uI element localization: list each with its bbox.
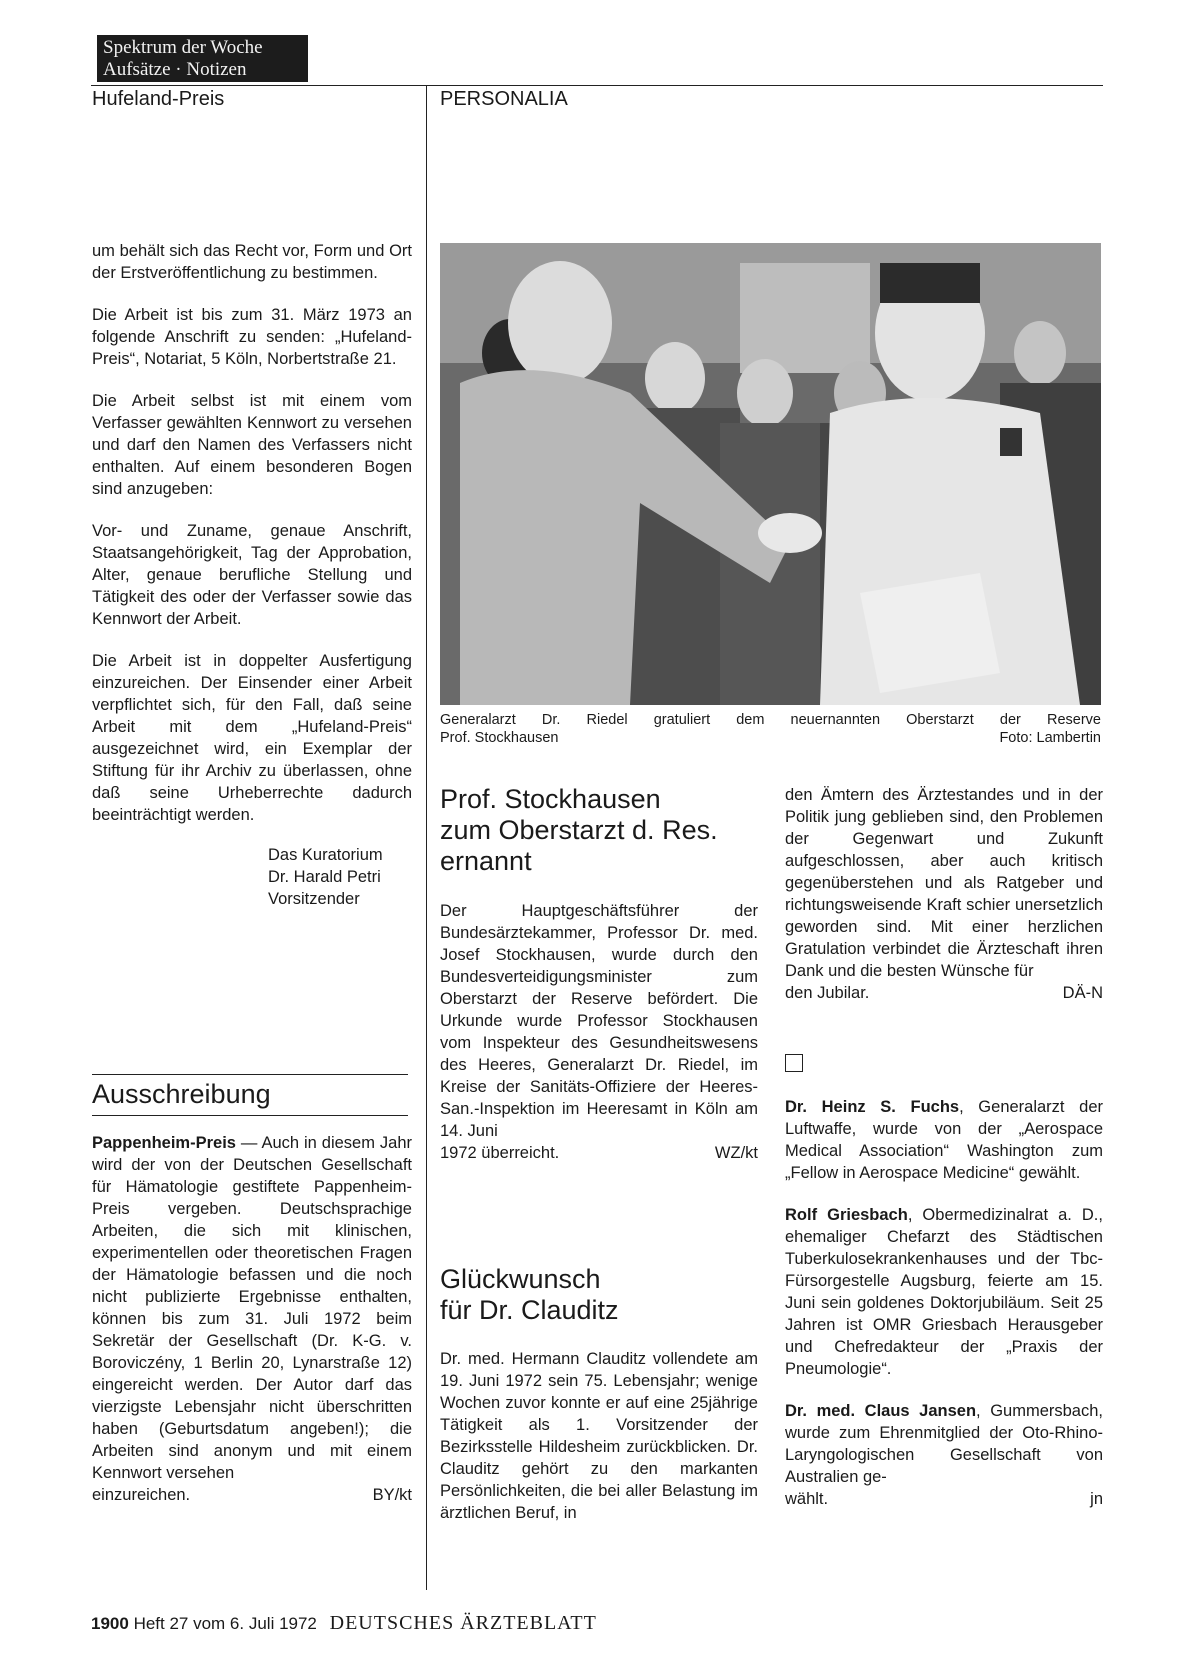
bold-name: Rolf Griesbach — [785, 1206, 908, 1224]
left-section-label: Hufeland-Preis — [92, 88, 225, 110]
paragraph-end: wählt. — [785, 1490, 829, 1508]
top-rule — [91, 85, 1103, 86]
caption-line1: Generalarzt Dr. Riedel gratuliert dem neuernannten Oberstarzt der Reserve — [440, 712, 1101, 728]
paragraph — [785, 1400, 1103, 1488]
paragraph: um behält sich das Recht vor, Form und Ort der Erstveröffentlichung zu bestimmen. — [92, 242, 412, 282]
right-column-lower — [785, 1096, 1103, 1510]
section-header-line2: Aufsätze · Notizen — [103, 59, 247, 80]
paragraph: Die Arbeit ist in doppelter Ausfertigung einzureichen. Der Einsender einer Arbeit verpflichtet sich, für den Fall, daß seine Arbeit mit dem „Hufeland-Preis“ ausgezeichnet wird, ein Exemplar der Stiftung für ihr Archiv zu überlassen, ohne daß seine Urheberrechte dadurch beeinträchtigt werden. — [92, 652, 412, 824]
right-column — [785, 784, 1103, 1004]
bold-name: Dr. med. Claus Jansen — [785, 1402, 977, 1420]
publication-name: DEUTSCHES ÄRZTEBLATT — [329, 1612, 597, 1634]
photo — [440, 243, 1101, 705]
bold-lead: Pappenheim-Preis — [92, 1134, 236, 1152]
photo-caption — [440, 711, 1101, 747]
page-footer — [91, 1612, 597, 1635]
section-header-line1: Spektrum der Woche — [103, 37, 263, 58]
paragraph-end-row — [92, 1484, 412, 1506]
photo-credit: Foto: Lambertin — [999, 730, 1101, 746]
paragraph-text: , Gummersbach, wurde zum Ehrenmitglied der Oto-Rhino-Laryngologischen Gesellschaft von Australien ge- — [785, 1402, 1103, 1486]
paragraph: Der Hauptgeschäftsführer der Bundesärztekammer, Professor Dr. med. Josef Stockhausen, wurde durch den Bundesverteidigungsminister zum Oberstarzt der Reserve befördert. Die Urkunde wurde Professor Stockhausen vom Inspekteur des Gesundheitswesens des Heeres, Generalarzt Dr. Riedel, im Kreise der Sanitäts-Offiziere der Heeres-San.-Inspektion im Heeresamt in Köln am 14. Juni — [440, 902, 758, 1140]
bold-name: Dr. Heinz S. Fuchs — [785, 1098, 960, 1116]
ausschreibung-text — [92, 1132, 412, 1506]
left-column — [92, 240, 412, 910]
author-sign: jn — [1090, 1490, 1103, 1508]
section-header-box — [97, 35, 308, 82]
paragraph: Die Arbeit ist bis zum 31. März 1973 an folgende Anschrift zu senden: „Hufeland-Preis“, Notariat, 5 Köln, Norbertstraße 21. — [92, 306, 412, 368]
photo-illustration — [440, 243, 1101, 705]
issue-info: Heft 27 vom 6. Juli 1972 — [133, 1614, 317, 1633]
paragraph — [92, 1132, 412, 1484]
signature-line: Vorsitzender — [268, 890, 360, 908]
caption-line2: Prof. Stockhausen — [440, 730, 559, 746]
caption-row2 — [440, 729, 1101, 747]
paragraph-text: , Obermedizinalrat a. D., ehemaliger Chefarzt des Städtischen Tuberkulosekrankenhauses und der Tbc-Fürsorgestelle Augsburg, feierte am 15. Juni sein goldenes Doktorjubiläum. Seit 25 Jahren ist OMR Griesbach Herausgeber und Chefredakteur der „Praxis der Pneumologie“. — [785, 1206, 1103, 1378]
signature-block — [268, 844, 412, 910]
heading-rule-bottom — [92, 1115, 408, 1116]
paragraph-end-row — [785, 982, 1103, 1004]
paragraph-end: 1972 überreicht. — [440, 1144, 560, 1162]
paragraph — [785, 1096, 1103, 1184]
heading-line: Prof. Stockhausen — [440, 784, 661, 814]
signature-line: Dr. Harald Petri — [268, 868, 381, 886]
author-sign: WZ/kt — [714, 1144, 758, 1162]
paragraph: Vor- und Zuname, genaue Anschrift, Staatsangehörigkeit, Tag der Approbation, Alter, genaue berufliche Stellung und Tätigkeit des oder der Verfasser sowie das Kennwort der Arbeit. — [92, 522, 412, 628]
paragraph — [785, 1204, 1103, 1380]
paragraph-end-row — [785, 1488, 1103, 1510]
paragraph-end: einzureichen. — [92, 1486, 191, 1504]
paragraph-end-row — [440, 1142, 758, 1164]
paragraph: Die Arbeit selbst ist mit einem vom Verfasser gewählten Kennwort zu versehen und darf den Namen des Verfassers nicht enthalten. Auf einem besonderen Bogen sind anzugeben: — [92, 392, 412, 498]
heading-rule-top — [92, 1074, 408, 1075]
heading-line: zum Oberstarzt d. Res. — [440, 815, 718, 845]
page-number: 1900 — [91, 1614, 129, 1633]
paragraph-text: , Generalarzt der Luftwaffe, wurde von der „Aerospace Medical Association“ Washington zum „Fellow in Aerospace Medicine“ gewählt. — [785, 1098, 1103, 1182]
paragraph: Dr. med. Hermann Clauditz vollendete am 19. Juni 1972 sein 75. Lebensjahr; wenige Wochen zuvor konnte er auf eine 25jährige Tätigkeit als 1. Vorsitzender der Bezirksstelle Hildesheim zurückblicken. Dr. Clauditz gehört zu den markanten Persönlichkeiten, die bei aller Belastung im ärztlichen Beruf, in — [440, 1350, 758, 1522]
author-sign: BY/kt — [372, 1486, 412, 1504]
paragraph: den Ämtern des Ärztestandes und in der Politik jung geblieben sind, den Problemen der Gegenwart und Zukunft aufgeschlossen, aber auch kritisch gegenüberstehen und als Ratgeber und richtungsweisende Kraft schier unersetzlich geworden sind. Mit einer herzlichen Gratulation verbindet die Ärzteschaft ihren Dank und die besten Wünsche für — [785, 786, 1103, 980]
heading-clauditz — [440, 1264, 770, 1326]
heading-line: ernannt — [440, 846, 532, 876]
paragraph-text: — Auch in diesem Jahr wird der von der Deutschen Gesellschaft für Hämatologie gestiftete Pappenheim-Preis vergeben. Deutschsprachige Arbeiten, die sich mit klinischen, experimentellen oder theoretischen Fragen der Hämatologie befassen und die noch nicht publizierte Ergebnisse enthalten, können bis zum 31. Juli 1972 beim Sekretär der Gesellschaft (Dr. K-G. v. Boroviczény, 1 Berlin 20, Lynarstraße 12) eingereicht werden. Der Autor darf das vierzigste Lebensjahr nicht überschritten haben (Geburtsdatum angeben!); die Arbeiten sind anonym und mit einem Kennwort versehen — [92, 1134, 412, 1482]
heading-line: Glückwunsch — [440, 1264, 601, 1294]
paragraph-end: den Jubilar. — [785, 984, 870, 1002]
heading-line: für Dr. Clauditz — [440, 1295, 619, 1325]
heading-ausschreibung: Ausschreibung — [92, 1079, 271, 1109]
stockhausen-text — [440, 900, 758, 1164]
column-divider — [426, 85, 427, 1590]
signature-line: Das Kuratorium — [268, 846, 383, 864]
separator-box — [785, 1054, 803, 1072]
right-section-label: PERSONALIA — [440, 88, 568, 110]
author-sign: DÄ-N — [1062, 984, 1103, 1002]
clauditz-text — [440, 1348, 758, 1524]
heading-stockhausen — [440, 784, 770, 877]
